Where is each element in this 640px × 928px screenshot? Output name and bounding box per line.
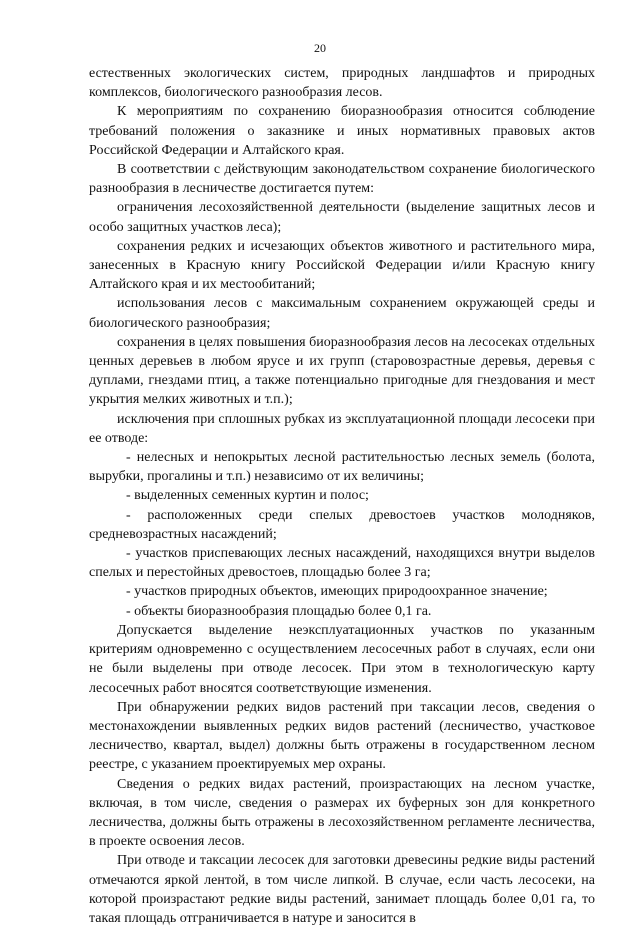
paragraph-measures: К мероприятиям по сохранению биоразнообразия относится соблюдение требований положения о заказнике и иных нормативных правовых актов Российской Федерации и Алтайского края. xyxy=(89,104,595,158)
sub-item-natural-objects: - участков природных объектов, имеющих природоохранное значение; xyxy=(126,584,548,600)
sub-item-non-forest-land: - нелесных и непокрытых лесной растительностью лесных земель (болота, вырубки, прогалины и т.п.) независимо от их величины; xyxy=(89,450,595,485)
paragraph-non-exploitation-areas: Допускается выделение неэксплуатационных участков по указанным критериям одновременно с осуществлением лесосечных работ в случаях, если они не были выделены при отводе лесосек. При этом в технологическую карту лесосечных работ вносятся соответствующие изменения. xyxy=(89,622,595,696)
list-item-rare-objects: сохранения редких и исчезающих объектов животного и растительного мира, занесенных в Красную книгу Российской Федерации и/или Красную книгу Алтайского края и их местообитаний; xyxy=(89,238,595,293)
sub-item-seed-stands: - выделенных семенных куртин и полос; xyxy=(126,488,369,504)
paragraph-rare-plants-detection: При обнаружении редких видов растений при таксации лесов, сведения о местонахождении выявленных редких видов растений (лесничество, участковое лесничество, квартал, выдел) должны быть отражены в государственном лесном реестре, с указанием проектируемых мер охраны. xyxy=(89,699,595,773)
paragraph-rare-plants-info: Сведения о редких видах растений, произрастающих на лесном участке, включая, в том числе, сведения о размерах их буферных зон для конкретного лесничества, должны быть отражены в лесохозяйственном регламенте лесничества, в проекте освоения лесов. xyxy=(89,776,595,850)
list-item-restriction: ограничения лесохозяйственной деятельности (выделение защитных лесов и особо защитных участков леса); xyxy=(89,200,595,235)
list-item-exclusions: исключения при сплошных рубках из эксплуатационной площади лесосеки при ее отводе: xyxy=(89,411,595,446)
paragraph-allotment-marking: При отводе и таксации лесосек для заготовки древесины редкие виды растений отмечаются яркой лентой, в том числе липкой. В случае, если часть лесосеки, на которой произрастают редкие виды растений, занимает площадь более 0,01 га, то такая площадь отграничивается в натуре и заносится в xyxy=(89,853,595,926)
page-body xyxy=(89,64,595,928)
list-item-forest-use: использования лесов с максимальным сохранением окружающей среды и биологического разнообразия; xyxy=(89,296,595,331)
page-number: 20 xyxy=(314,41,326,55)
sub-item-young-stands: - расположенных среди спелых древостоев участков молодняков, средневозрастных насаждений; xyxy=(89,507,595,542)
paragraph-continuation: естественных экологических систем, природных ландшафтов и природных комплексов, биологического разнообразия лесов. xyxy=(89,66,595,101)
sub-item-maturing-stands: - участков приспевающих лесных насаждений, находящихся внутри выделов спелых и перестойных древостоев, площадью более 3 га; xyxy=(89,546,595,581)
paragraph-legislation: В соответствии с действующим законодательством сохранение биологического разнообразия в лесничестве достигается путем: xyxy=(89,162,595,197)
list-item-valuable-trees: сохранения в целях повышения биоразнообразия лесов на лесосеках отдельных ценных деревьев в любом ярусе и их групп (старовозрастные деревья, деревья с дуплами, гнездами птиц, а также потенциально пригодные для гнездования и мест укрытия мелких животных и т.п.); xyxy=(89,334,595,408)
sub-item-biodiversity-objects: - объекты биоразнообразия площадью более 0,1 га. xyxy=(126,603,432,619)
